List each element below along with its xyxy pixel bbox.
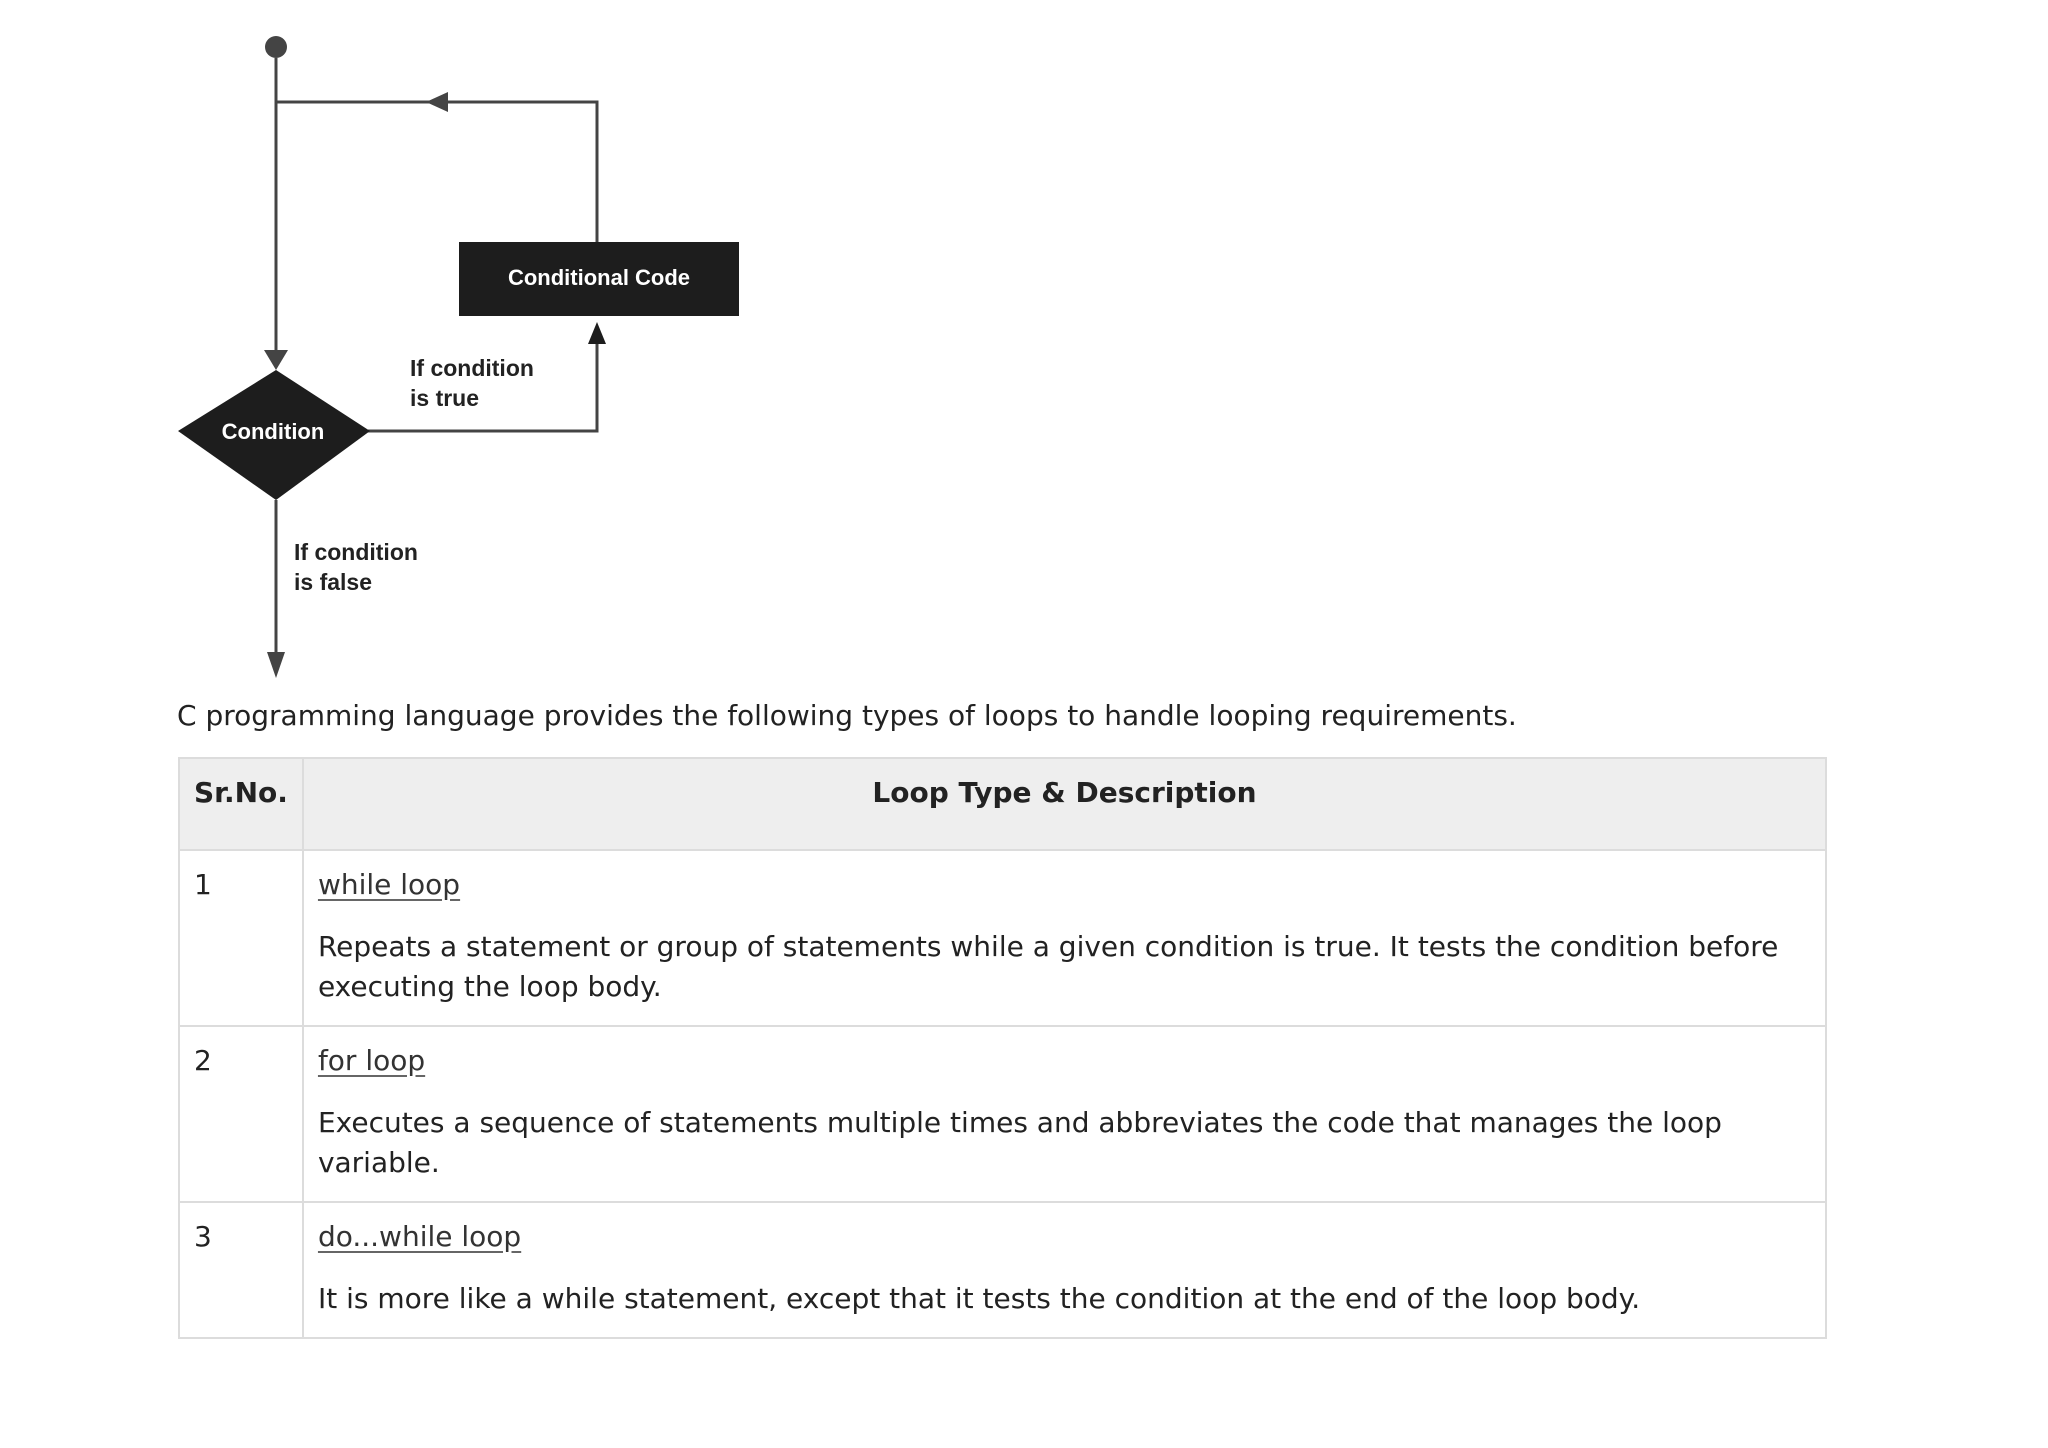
loop-back-line <box>276 102 597 242</box>
for-loop-link[interactable]: for loop <box>317 1044 426 1077</box>
process-label: Conditional Code <box>507 265 691 290</box>
true-branch-line <box>368 338 597 431</box>
table-row <box>179 1026 1826 1202</box>
row-content <box>303 1202 1826 1338</box>
row-number: 3 <box>179 1202 303 1338</box>
row-description: It is more like a while statement, except that it tests the condition at the end of the loop body. <box>317 1282 1641 1315</box>
arrow-into-condition <box>264 350 288 370</box>
row-content <box>303 850 1826 1026</box>
loop-back-arrow <box>426 92 448 112</box>
while-loop-link[interactable]: while loop <box>317 868 461 901</box>
true-branch-arrow <box>588 322 606 344</box>
table-header-row <box>179 758 1826 850</box>
row-number: 1 <box>179 850 303 1026</box>
row-description: Executes a sequence of statements multiple times and abbreviates the code that manages the loop variable. <box>317 1106 1722 1179</box>
row-description: Repeats a statement or group of statements while a given condition is true. It tests the condition before executing the loop body. <box>317 930 1779 1003</box>
header-loop-type: Loop Type & Description <box>303 758 1826 850</box>
loop-types-table <box>178 757 1827 1339</box>
decision-label: Condition <box>221 419 325 444</box>
false-branch-arrow <box>267 652 285 678</box>
start-node <box>265 36 287 58</box>
do-while-loop-link[interactable]: do...while loop <box>317 1220 522 1253</box>
row-number: 2 <box>179 1026 303 1202</box>
false-label-line2: is false <box>294 569 372 595</box>
table-row <box>179 1202 1826 1338</box>
true-label-line2: is true <box>410 385 480 411</box>
true-label-line1: If condition <box>410 355 534 381</box>
row-content <box>303 1026 1826 1202</box>
table-row <box>179 850 1826 1026</box>
intro-text: C programming language provides the following types of loops to handle looping requirements. <box>177 699 1517 732</box>
header-sr-no: Sr.No. <box>179 758 303 850</box>
loop-flowchart <box>0 0 780 690</box>
false-label-line1: If condition <box>294 539 418 565</box>
